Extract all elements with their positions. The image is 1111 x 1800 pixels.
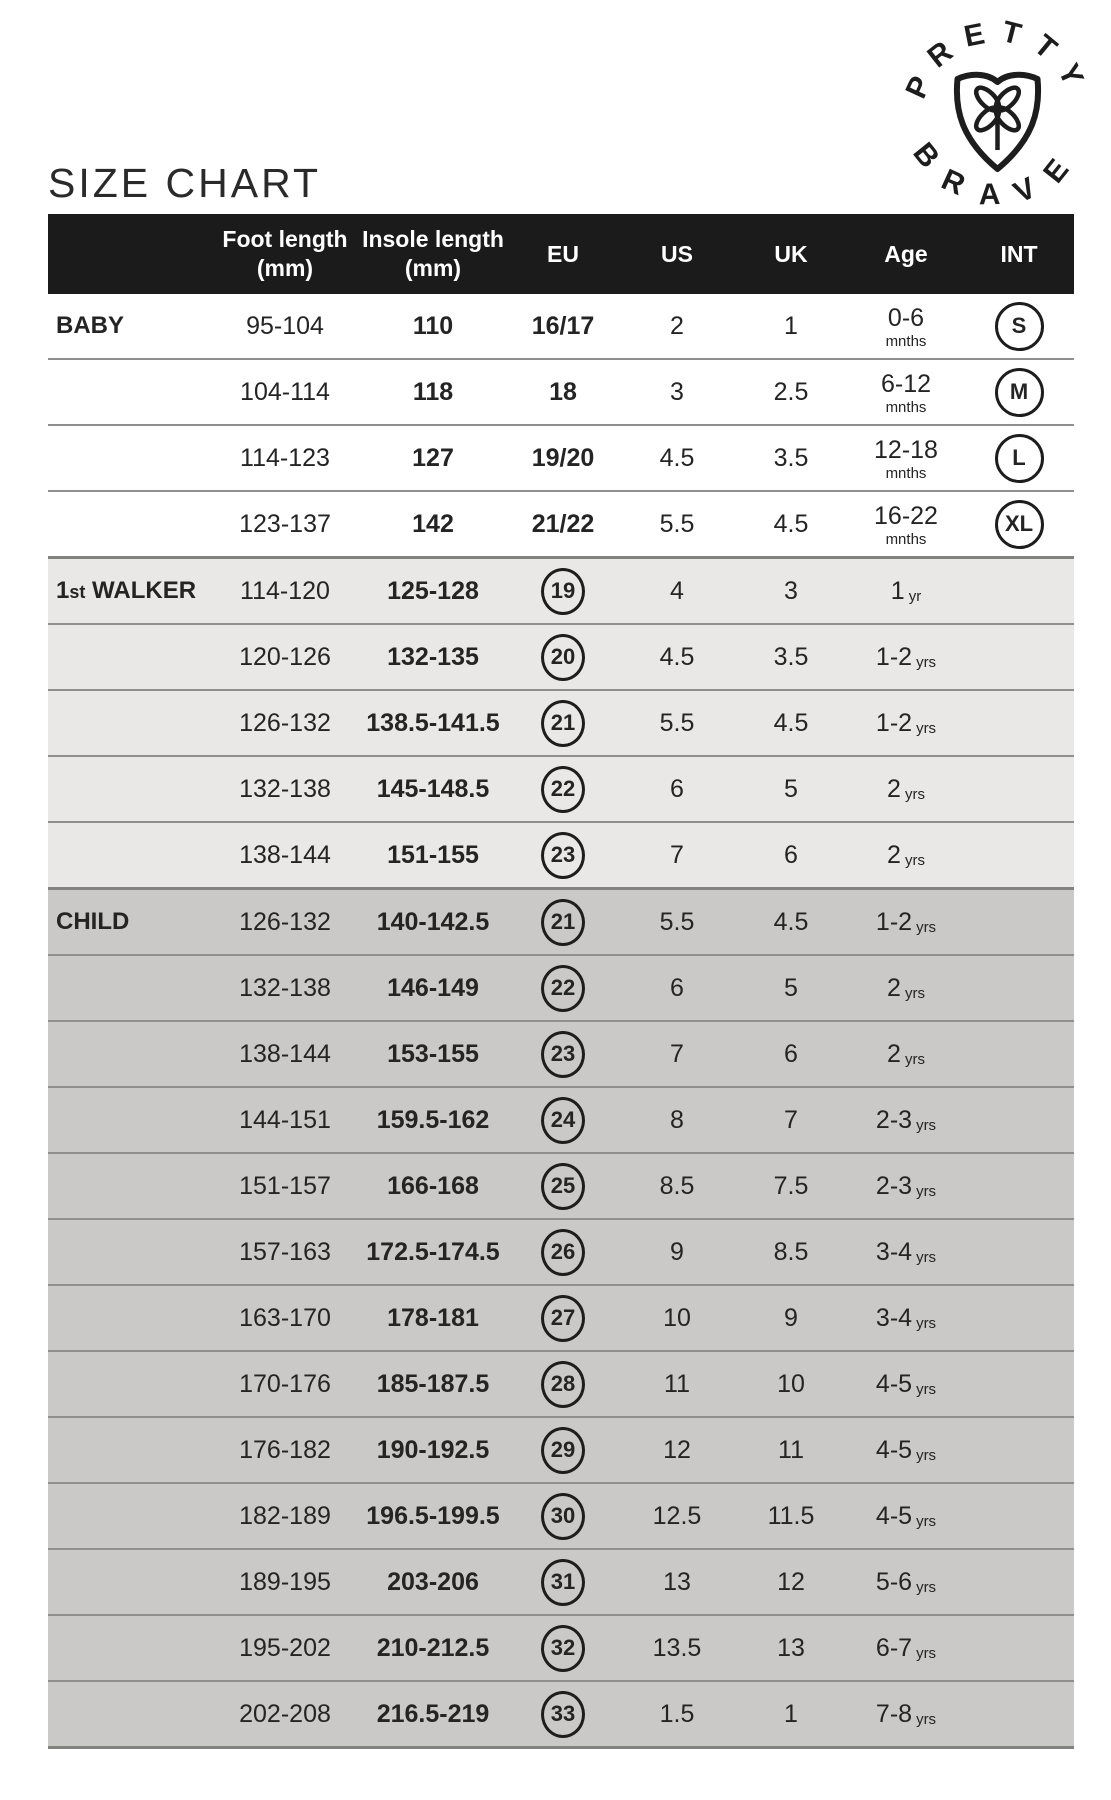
us-size-cell: 8.5 bbox=[659, 1171, 695, 1200]
eu-size-cell bbox=[506, 955, 620, 1021]
eu-size-cell bbox=[506, 756, 620, 822]
us-size-cell: 2 bbox=[670, 311, 684, 340]
age-cell bbox=[848, 955, 964, 1021]
age-cell bbox=[848, 359, 964, 425]
header-uk: UK bbox=[734, 214, 848, 294]
table-row bbox=[48, 1351, 1074, 1417]
insole-length-cell: 178-181 bbox=[387, 1303, 479, 1332]
int-size-cell bbox=[964, 1549, 1074, 1615]
foot-length-cell: 104-114 bbox=[240, 377, 330, 406]
age-cell bbox=[848, 1681, 964, 1748]
section-label: CHILD bbox=[56, 908, 130, 935]
us-size-cell: 6 bbox=[670, 973, 684, 1002]
brand-logo bbox=[888, 8, 1108, 218]
age-cell bbox=[848, 1153, 964, 1219]
header-us: US bbox=[620, 214, 734, 294]
insole-length-cell: 132-135 bbox=[387, 642, 479, 671]
foot-length-cell: 182-189 bbox=[239, 1501, 331, 1530]
age-value: 3-4 bbox=[875, 1303, 913, 1332]
us-size-cell: 13.5 bbox=[652, 1633, 702, 1662]
eu-size-circle: 28 bbox=[541, 1361, 585, 1408]
table-row bbox=[48, 1285, 1074, 1351]
age-cell bbox=[848, 294, 964, 359]
int-size-cell bbox=[964, 1483, 1074, 1549]
age-unit: yrs bbox=[916, 1314, 937, 1332]
insole-length-cell: 110 bbox=[412, 311, 454, 340]
us-size-cell: 5.5 bbox=[659, 708, 695, 737]
section-label bbox=[48, 624, 210, 690]
uk-size-cell: 3.5 bbox=[773, 443, 809, 472]
table-row bbox=[48, 1087, 1074, 1153]
int-size-cell bbox=[964, 1021, 1074, 1087]
age-value: 16-22 bbox=[874, 501, 938, 530]
us-size-cell: 12 bbox=[663, 1435, 691, 1464]
eu-size-circle: 31 bbox=[541, 1559, 585, 1606]
table-row bbox=[48, 822, 1074, 889]
age-value: 2 bbox=[887, 1039, 901, 1068]
foot-length-cell: 138-144 bbox=[239, 1039, 331, 1068]
table-row bbox=[48, 1219, 1074, 1285]
section-label bbox=[48, 1021, 210, 1087]
insole-length-cell: 138.5-141.5 bbox=[366, 708, 500, 737]
uk-size-cell: 9 bbox=[784, 1303, 798, 1332]
insole-length-cell: 153-155 bbox=[387, 1039, 479, 1068]
foot-length-cell: 170-176 bbox=[239, 1369, 331, 1398]
section-label bbox=[48, 690, 210, 756]
int-size-circle: L bbox=[995, 434, 1044, 483]
age-cell bbox=[848, 1219, 964, 1285]
age-unit: mnths bbox=[885, 398, 927, 416]
section-label bbox=[48, 1153, 210, 1219]
age-unit: yrs bbox=[904, 851, 925, 869]
age-value: 3-4 bbox=[875, 1237, 913, 1266]
insole-length-cell: 142 bbox=[412, 509, 454, 538]
int-size-cell bbox=[964, 1219, 1074, 1285]
age-cell bbox=[848, 491, 964, 558]
header-age: Age bbox=[848, 214, 964, 294]
us-size-cell: 8 bbox=[670, 1105, 684, 1134]
age-unit: mnths bbox=[885, 332, 927, 350]
eu-size-circle: 23 bbox=[541, 832, 585, 879]
int-size-cell bbox=[964, 955, 1074, 1021]
header-insole-length: Insole length (mm) bbox=[360, 214, 506, 294]
table-row bbox=[48, 889, 1074, 956]
eu-size-cell bbox=[506, 1285, 620, 1351]
int-size-cell bbox=[964, 558, 1074, 625]
int-size-cell bbox=[964, 822, 1074, 889]
foot-length-cell: 95-104 bbox=[246, 311, 324, 340]
int-size-circle: S bbox=[995, 302, 1044, 351]
age-unit: mnths bbox=[885, 464, 927, 482]
int-size-cell bbox=[964, 624, 1074, 690]
age-unit: yrs bbox=[916, 1116, 937, 1134]
age-value: 4-5 bbox=[875, 1501, 913, 1530]
eu-size-circle: 23 bbox=[541, 1031, 585, 1078]
int-size-cell bbox=[964, 425, 1074, 491]
section-label bbox=[48, 1087, 210, 1153]
uk-size-cell: 13 bbox=[777, 1633, 805, 1662]
foot-length-cell: 132-138 bbox=[239, 774, 331, 803]
eu-size-cell: 19/20 bbox=[531, 443, 595, 472]
int-size-cell bbox=[964, 1285, 1074, 1351]
table-row bbox=[48, 1153, 1074, 1219]
us-size-cell: 4.5 bbox=[659, 642, 695, 671]
eu-size-circle: 25 bbox=[541, 1163, 585, 1210]
age-cell bbox=[848, 1021, 964, 1087]
us-size-cell: 7 bbox=[670, 840, 684, 869]
header-label bbox=[48, 214, 210, 294]
eu-size-cell bbox=[506, 1087, 620, 1153]
age-unit: yrs bbox=[916, 1644, 937, 1662]
age-cell bbox=[848, 1285, 964, 1351]
page-title: SIZE CHART bbox=[48, 160, 321, 206]
insole-length-cell: 216.5-219 bbox=[376, 1699, 490, 1728]
section-label bbox=[48, 1549, 210, 1615]
eu-size-circle: 20 bbox=[541, 634, 585, 681]
eu-size-cell bbox=[506, 1681, 620, 1748]
foot-length-cell: 176-182 bbox=[239, 1435, 331, 1464]
header-foot-length: Foot length (mm) bbox=[210, 214, 360, 294]
insole-length-cell: 203-206 bbox=[387, 1567, 479, 1596]
insole-length-cell: 196.5-199.5 bbox=[366, 1501, 500, 1530]
section-label bbox=[48, 1219, 210, 1285]
uk-size-cell: 10 bbox=[777, 1369, 805, 1398]
header-eu: EU bbox=[506, 214, 620, 294]
insole-length-cell: 210-212.5 bbox=[376, 1633, 490, 1662]
int-size-cell bbox=[964, 1153, 1074, 1219]
uk-size-cell: 7.5 bbox=[773, 1171, 809, 1200]
table-row bbox=[48, 1681, 1074, 1748]
age-value: 2-3 bbox=[875, 1105, 913, 1134]
eu-size-cell bbox=[506, 690, 620, 756]
foot-length-cell: 157-163 bbox=[239, 1237, 331, 1266]
table-row bbox=[48, 756, 1074, 822]
us-size-cell: 11 bbox=[664, 1369, 690, 1398]
uk-size-cell: 3.5 bbox=[773, 642, 809, 671]
insole-length-cell: 185-187.5 bbox=[376, 1369, 490, 1398]
foot-length-cell: 123-137 bbox=[239, 509, 331, 538]
uk-size-cell: 8.5 bbox=[773, 1237, 809, 1266]
insole-length-cell: 166-168 bbox=[387, 1171, 479, 1200]
insole-length-cell: 127 bbox=[412, 443, 454, 472]
us-size-cell: 10 bbox=[663, 1303, 691, 1332]
table-row bbox=[48, 1615, 1074, 1681]
int-size-cell bbox=[964, 359, 1074, 425]
age-unit: yrs bbox=[916, 918, 937, 936]
age-unit: yrs bbox=[916, 653, 937, 671]
us-size-cell: 12.5 bbox=[652, 1501, 702, 1530]
uk-size-cell: 11 bbox=[778, 1435, 804, 1464]
age-value: 0-6 bbox=[887, 303, 925, 332]
foot-length-cell: 126-132 bbox=[239, 708, 331, 737]
age-unit: yr bbox=[908, 587, 922, 605]
us-size-cell: 7 bbox=[670, 1039, 684, 1068]
section-label bbox=[48, 955, 210, 1021]
int-size-cell bbox=[964, 1615, 1074, 1681]
age-unit: yrs bbox=[904, 1050, 925, 1068]
age-cell bbox=[848, 889, 964, 956]
size-chart-table bbox=[48, 214, 1074, 1749]
uk-size-cell: 2.5 bbox=[773, 377, 809, 406]
age-cell bbox=[848, 690, 964, 756]
age-unit: yrs bbox=[916, 1710, 937, 1728]
foot-length-cell: 202-208 bbox=[239, 1699, 331, 1728]
uk-size-cell: 5 bbox=[784, 774, 798, 803]
table-row bbox=[48, 1021, 1074, 1087]
eu-size-cell bbox=[506, 558, 620, 625]
us-size-cell: 9 bbox=[670, 1237, 684, 1266]
section-label bbox=[48, 1681, 210, 1748]
header-int: INT bbox=[964, 214, 1074, 294]
insole-length-cell: 145-148.5 bbox=[376, 774, 490, 803]
uk-size-cell: 6 bbox=[784, 840, 798, 869]
age-value: 12-18 bbox=[874, 435, 938, 464]
age-value: 1 bbox=[890, 576, 905, 605]
int-size-cell bbox=[964, 491, 1074, 558]
eu-size-circle: 29 bbox=[541, 1427, 585, 1474]
table-row bbox=[48, 690, 1074, 756]
table-row bbox=[48, 1417, 1074, 1483]
section-label bbox=[48, 491, 210, 558]
age-unit: yrs bbox=[916, 1380, 937, 1398]
age-unit: yrs bbox=[916, 1182, 937, 1200]
section-label: 1st WALKER bbox=[56, 577, 197, 604]
age-cell bbox=[848, 624, 964, 690]
int-size-circle: M bbox=[995, 368, 1044, 417]
foot-length-cell: 114-120 bbox=[240, 576, 330, 605]
age-unit: yrs bbox=[916, 1446, 937, 1464]
size-table-body bbox=[48, 294, 1074, 1748]
eu-size-circle: 22 bbox=[541, 766, 585, 813]
eu-size-circle: 22 bbox=[541, 965, 585, 1012]
logo-top-text: PRETTY bbox=[899, 14, 1096, 104]
age-unit: mnths bbox=[885, 530, 927, 548]
int-size-cell bbox=[964, 756, 1074, 822]
age-cell bbox=[848, 822, 964, 889]
age-value: 1-2 bbox=[875, 642, 913, 671]
eu-size-cell bbox=[506, 1549, 620, 1615]
age-unit: yrs bbox=[916, 1248, 937, 1266]
uk-size-cell: 1 bbox=[784, 1699, 798, 1728]
foot-length-cell: 126-132 bbox=[239, 907, 331, 936]
eu-size-circle: 26 bbox=[541, 1229, 585, 1276]
age-cell bbox=[848, 425, 964, 491]
int-size-cell bbox=[964, 889, 1074, 956]
uk-size-cell: 3 bbox=[784, 576, 798, 605]
eu-size-cell bbox=[506, 624, 620, 690]
age-cell bbox=[848, 1483, 964, 1549]
foot-length-cell: 151-157 bbox=[239, 1171, 331, 1200]
eu-size-cell bbox=[506, 889, 620, 956]
age-unit: yrs bbox=[916, 1512, 937, 1530]
age-unit: yrs bbox=[916, 719, 937, 737]
us-size-cell: 4.5 bbox=[659, 443, 695, 472]
uk-size-cell: 1 bbox=[784, 311, 798, 340]
age-cell bbox=[848, 1351, 964, 1417]
int-size-cell bbox=[964, 1351, 1074, 1417]
age-value: 5-6 bbox=[875, 1567, 913, 1596]
age-value: 4-5 bbox=[875, 1435, 913, 1464]
eu-size-cell: 18 bbox=[549, 377, 577, 406]
eu-size-circle: 24 bbox=[541, 1097, 585, 1144]
age-cell bbox=[848, 756, 964, 822]
table-row bbox=[48, 955, 1074, 1021]
int-size-cell bbox=[964, 690, 1074, 756]
section-label: BABY bbox=[56, 312, 125, 339]
table-row bbox=[48, 425, 1074, 491]
foot-length-cell: 189-195 bbox=[239, 1567, 331, 1596]
us-size-cell: 13 bbox=[663, 1567, 691, 1596]
age-value: 2 bbox=[887, 774, 901, 803]
age-cell bbox=[848, 1087, 964, 1153]
insole-length-cell: 151-155 bbox=[387, 840, 479, 869]
section-label bbox=[48, 822, 210, 889]
int-size-cell bbox=[964, 294, 1074, 359]
age-cell bbox=[848, 1549, 964, 1615]
insole-length-cell: 118 bbox=[412, 377, 454, 406]
age-value: 2 bbox=[887, 840, 901, 869]
section-label bbox=[48, 1351, 210, 1417]
age-unit: yrs bbox=[904, 785, 925, 803]
int-size-cell bbox=[964, 1087, 1074, 1153]
insole-length-cell: 190-192.5 bbox=[376, 1435, 490, 1464]
eu-size-circle: 33 bbox=[541, 1691, 585, 1738]
int-size-circle: XL bbox=[995, 500, 1044, 549]
table-row bbox=[48, 491, 1074, 558]
us-size-cell: 4 bbox=[670, 576, 684, 605]
age-value: 6-7 bbox=[875, 1633, 913, 1662]
insole-length-cell: 159.5-162 bbox=[376, 1105, 490, 1134]
foot-length-cell: 138-144 bbox=[239, 840, 331, 869]
eu-size-circle: 19 bbox=[541, 568, 585, 615]
section-label bbox=[48, 1483, 210, 1549]
section-label bbox=[48, 425, 210, 491]
int-size-cell bbox=[964, 1681, 1074, 1748]
eu-size-circle: 30 bbox=[541, 1493, 585, 1540]
eu-size-cell bbox=[506, 1351, 620, 1417]
foot-length-cell: 144-151 bbox=[239, 1105, 331, 1134]
logo-bottom-text: BRAVE bbox=[906, 136, 1089, 212]
age-value: 1-2 bbox=[875, 907, 913, 936]
us-size-cell: 1.5 bbox=[659, 1699, 695, 1728]
age-cell bbox=[848, 558, 964, 625]
foot-length-cell: 195-202 bbox=[239, 1633, 331, 1662]
eu-size-cell bbox=[506, 1417, 620, 1483]
age-cell bbox=[848, 1417, 964, 1483]
eu-size-cell bbox=[506, 1021, 620, 1087]
uk-size-cell: 11.5 bbox=[767, 1501, 815, 1530]
age-unit: yrs bbox=[904, 984, 925, 1002]
eu-size-cell bbox=[506, 1615, 620, 1681]
table-row bbox=[48, 1483, 1074, 1549]
section-label bbox=[48, 359, 210, 425]
age-value: 6-12 bbox=[880, 369, 932, 398]
table-row bbox=[48, 624, 1074, 690]
us-size-cell: 6 bbox=[670, 774, 684, 803]
eu-size-circle: 21 bbox=[541, 899, 585, 946]
foot-length-cell: 163-170 bbox=[239, 1303, 331, 1332]
eu-size-cell: 21/22 bbox=[531, 509, 595, 538]
eu-size-cell bbox=[506, 1153, 620, 1219]
foot-length-cell: 120-126 bbox=[239, 642, 331, 671]
uk-size-cell: 4.5 bbox=[773, 509, 809, 538]
table-row bbox=[48, 294, 1074, 359]
eu-size-cell bbox=[506, 822, 620, 889]
eu-size-cell: 16/17 bbox=[531, 311, 595, 340]
section-label bbox=[48, 756, 210, 822]
us-size-cell: 5.5 bbox=[659, 509, 695, 538]
section-label bbox=[48, 1285, 210, 1351]
age-unit: yrs bbox=[916, 1578, 937, 1596]
uk-size-cell: 12 bbox=[777, 1567, 805, 1596]
foot-length-cell: 114-123 bbox=[240, 443, 330, 472]
eu-size-cell bbox=[506, 1219, 620, 1285]
table-row bbox=[48, 359, 1074, 425]
section-label bbox=[48, 1615, 210, 1681]
age-value: 4-5 bbox=[875, 1369, 913, 1398]
clover-icon bbox=[972, 84, 1022, 150]
uk-size-cell: 4.5 bbox=[773, 907, 809, 936]
age-value: 1-2 bbox=[875, 708, 913, 737]
insole-length-cell: 140-142.5 bbox=[376, 907, 490, 936]
age-value: 7-8 bbox=[875, 1699, 913, 1728]
table-row bbox=[48, 558, 1074, 625]
table-row bbox=[48, 1549, 1074, 1615]
age-cell bbox=[848, 1615, 964, 1681]
age-value: 2 bbox=[887, 973, 901, 1002]
eu-size-circle: 27 bbox=[541, 1295, 585, 1342]
eu-size-circle: 32 bbox=[541, 1625, 585, 1672]
us-size-cell: 3 bbox=[670, 377, 684, 406]
uk-size-cell: 5 bbox=[784, 973, 798, 1002]
eu-size-circle: 21 bbox=[541, 700, 585, 747]
foot-length-cell: 132-138 bbox=[239, 973, 331, 1002]
insole-length-cell: 172.5-174.5 bbox=[366, 1237, 500, 1266]
insole-length-cell: 125-128 bbox=[387, 576, 479, 605]
insole-length-cell: 146-149 bbox=[387, 973, 479, 1002]
section-label bbox=[48, 1417, 210, 1483]
us-size-cell: 5.5 bbox=[659, 907, 695, 936]
int-size-cell bbox=[964, 1417, 1074, 1483]
uk-size-cell: 6 bbox=[784, 1039, 798, 1068]
age-value: 2-3 bbox=[875, 1171, 913, 1200]
uk-size-cell: 7 bbox=[784, 1105, 798, 1134]
eu-size-cell bbox=[506, 1483, 620, 1549]
header-row bbox=[48, 214, 1074, 294]
uk-size-cell: 4.5 bbox=[773, 708, 809, 737]
